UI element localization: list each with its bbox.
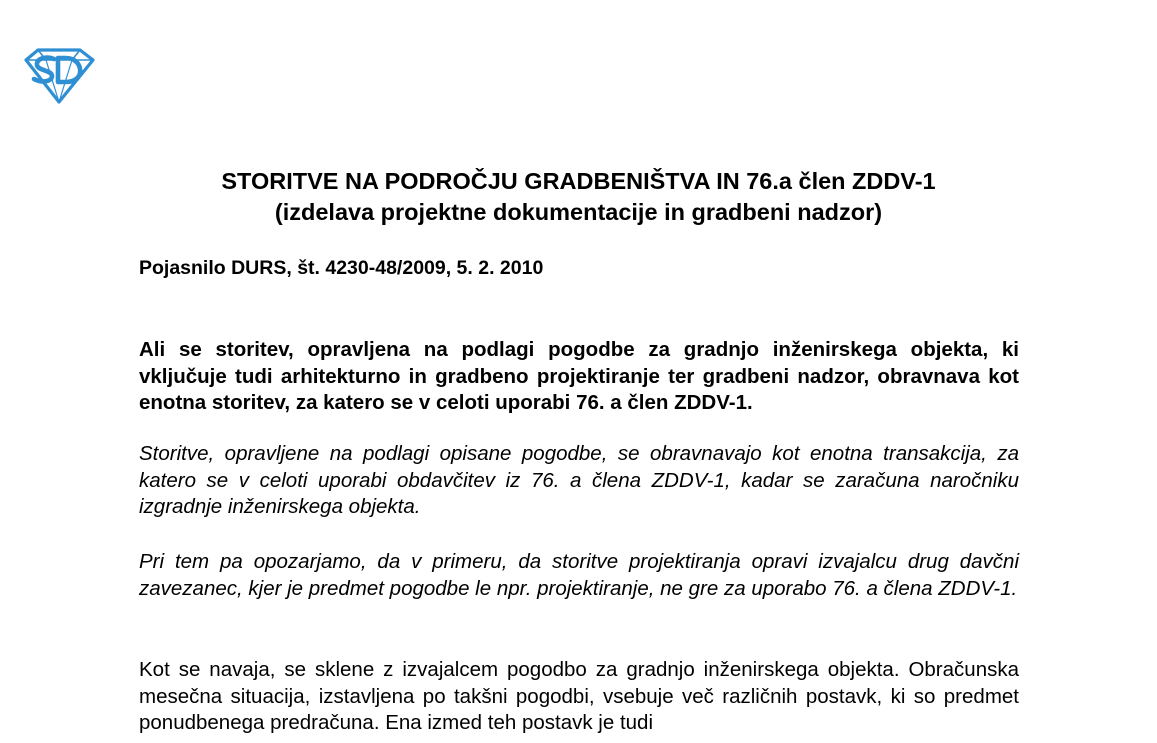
document-title	[0, 166, 1157, 228]
title-line-2: (izdelava projektne dokumentacije in gradbeni nadzor)	[274, 199, 883, 225]
sd-diamond-logo-icon	[22, 46, 96, 104]
body-paragraph-1: Kot se navaja, se sklene z izvajalcem pogodbo za gradnjo inženirskega objekta. Obračunska mesečna situacija, izstavljena po takšni pogodbi, vsebuje več različnih postavk, ki so predmet ponudbenega predračuna. Ena izmed teh postavk je tudi	[139, 658, 1019, 734]
answer-paragraph-1: Storitve, opravljene na podlagi opisane pogodbe, se obravnavajo kot enotna transakcija, za katero se v celoti uporabi obdavčitev iz 76. a člena ZDDV-1, kadar se zaračuna naročniku izgradnje inženirskega objekta.	[139, 442, 1019, 518]
reference-line: Pojasnilo DURS, št. 4230-48/2009, 5. 2. 2010	[139, 257, 544, 279]
title-line-1: STORITVE NA PODROČJU GRADBENIŠTVA IN 76.a člen ZDDV-1	[221, 168, 936, 194]
question-paragraph: Ali se storitev, opravljena na podlagi pogodbe za gradnjo inženirskega objekta, ki vključuje tudi arhitekturno in gradbeno projektiranje ter gradbeni nadzor, obravnava kot enotna storitev, za katero se v celoti uporabi 76. a člen ZDDV-1.	[139, 338, 1019, 414]
answer-paragraph-2: Pri tem pa opozarjamo, da v primeru, da storitve projektiranja opravi izvajalcu drug davčni zavezanec, kjer je predmet pogodbe le npr. projektiranje, ne gre za uporabo 76. a člena ZDDV-1.	[139, 550, 1019, 600]
